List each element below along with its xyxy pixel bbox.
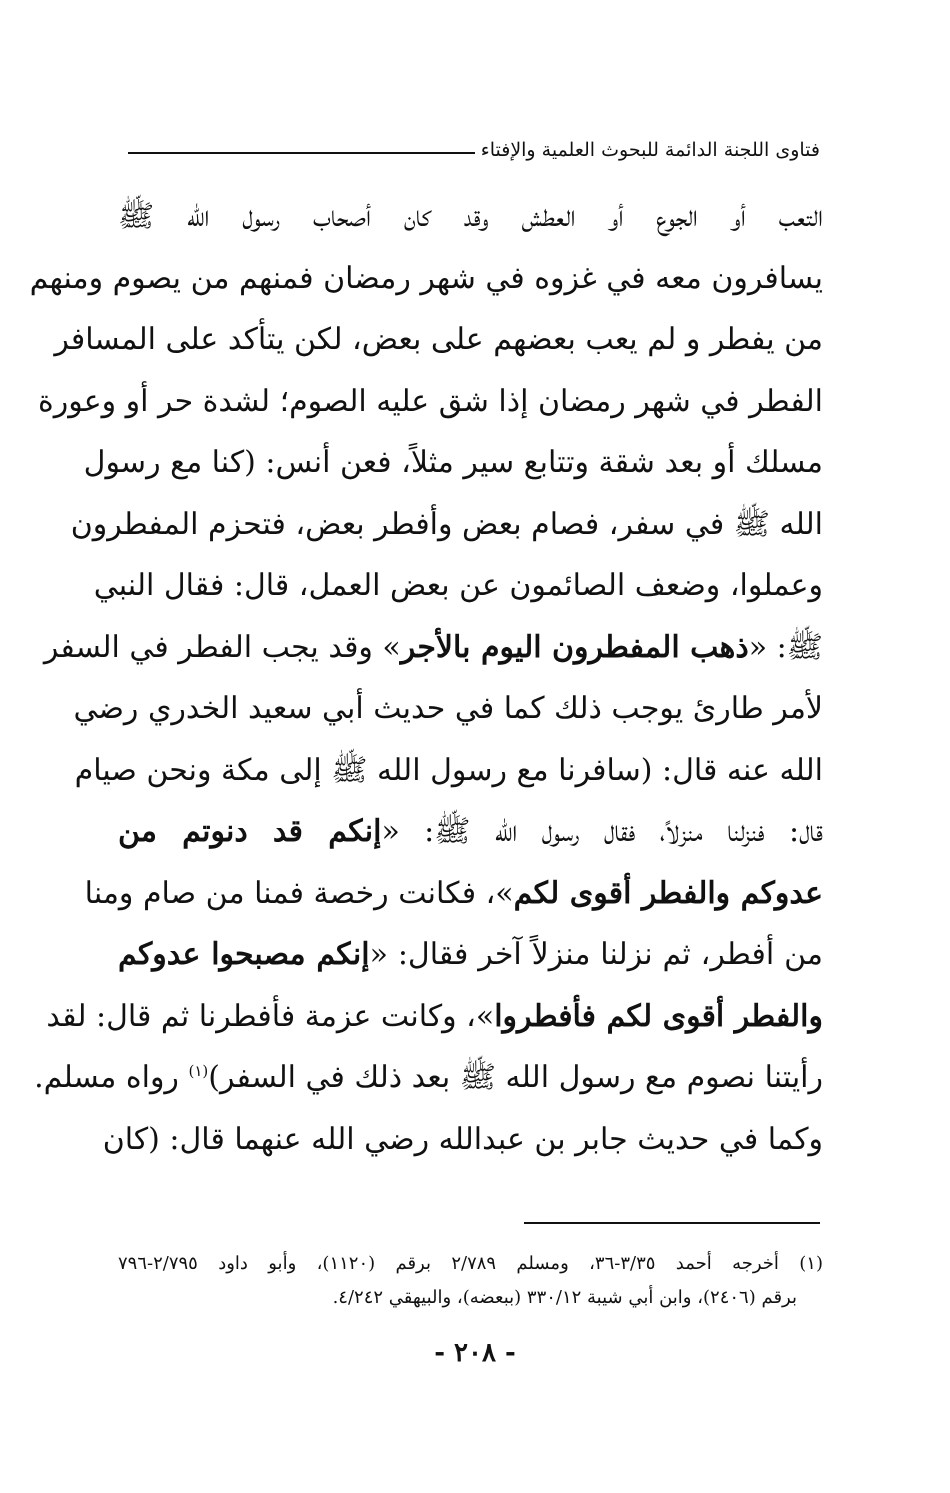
footnote-line: برقم (٢٤٠٦)، وابن أبي شيبة ٣٣٠/١٢ (ببعضه)، والبيهقي ٤/٢٤٢. — [332, 1287, 797, 1308]
header-title: فتاوى اللجنة الدائمة للبحوث العلمية والإفتاء — [480, 139, 820, 161]
text-line: الفطر في شهر رمضان إذا شق عليه الصوم؛ لشدة حر أو وعورة — [38, 383, 823, 419]
running-header — [128, 128, 820, 162]
hadith-quote: ذهب المفطرون اليوم بالأجر — [400, 629, 749, 665]
text-line: قال: فنزلنا منزلاً، فقال رسول الله ﷺ: «إنكم قد دنوتم من — [118, 814, 823, 849]
body-text — [29, 186, 823, 1170]
text-line: ﷺ: «ذهب المفطرون اليوم بالأجر» وقد يجب الفطر في السفر — [43, 629, 823, 665]
text-line: وكما في حديث جابر بن عبدالله رضي الله عنهما قال: (كان — [102, 1121, 823, 1157]
text-line: رأيتنا نصوم مع رسول الله ﷺ بعد ذلك في السفر)$^{(١)}$ رواه مسلم. — [34, 1060, 823, 1095]
hadith-quote: عدوكم والفطر أقوى لكم — [513, 875, 823, 911]
text-line: الله عنه قال: (سافرنا مع رسول الله ﷺ إلى مكة ونحن صيام — [74, 752, 823, 788]
footnote-reference: (١) — [188, 1062, 209, 1080]
text-line: التعب أو الجوع أو العطش وقد كان أصحاب رسول الله ﷺ — [118, 199, 823, 234]
text-line: والفطر أقوى لكم فأفطروا»، وكانت عزمة فأفطرنا ثم قال: لقد — [46, 998, 823, 1034]
text-line: من يفطر و لم يعب بعضهم على بعض، لكن يتأكد على المسافر — [54, 322, 823, 357]
hadith-quote: إنكم مصبحوا عدوكم — [118, 937, 370, 972]
hadith-quote: إنكم قد دنوتم من — [118, 814, 382, 849]
text-line: مسلك أو بعد شقة وتتابع سير مثلاً، فعن أنس: (كنا مع رسول — [83, 445, 823, 480]
text-line: الله ﷺ في سفر، فصام بعض وأفطر بعض، فتحزم المفطرون — [70, 506, 823, 542]
footnotes — [118, 1247, 823, 1315]
hadith-quote: والفطر أقوى لكم فأفطروا — [494, 998, 823, 1034]
footnote-separator — [524, 1222, 820, 1224]
text-line: عدوكم والفطر أقوى لكم»، فكانت رخصة فمنا من صام ومنا — [84, 875, 823, 911]
header-rule — [128, 152, 475, 154]
text-line: لأمر طارئ يوجب ذلك كما في حديث أبي سعيد الخدري رضي — [73, 691, 823, 726]
footnote-line: (١) أخرجه أحمد ٣/٣٥-٣٦، ومسلم ٢/٧٨٩ برقم (١١٢٠)، وأبو داود ٢/٧٩٥-٧٩٦ — [118, 1253, 823, 1274]
page-number: - ٢٠٨ - — [434, 1338, 516, 1368]
text-line: يسافرون معه في غزوه في شهر رمضان فمنهم من يصوم ومنهم — [29, 260, 823, 296]
text-line: وعملوا، وضعف الصائمون عن بعض العمل، قال: فقال النبي — [93, 568, 823, 603]
text-line: من أفطر، ثم نزلنا منزلاً آخر فقال: «إنكم مصبحوا عدوكم — [118, 937, 823, 972]
